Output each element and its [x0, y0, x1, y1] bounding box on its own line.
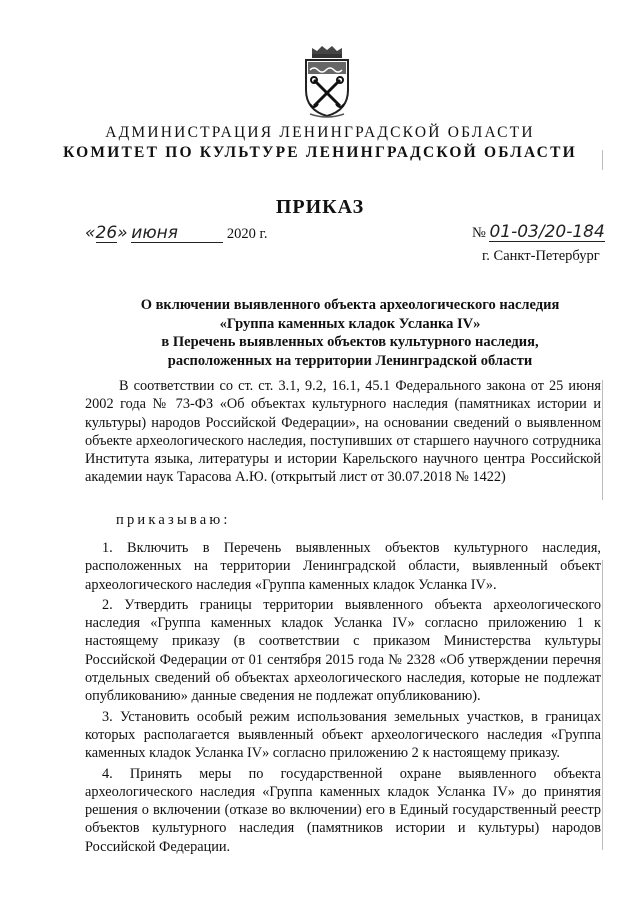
date-day: 26: [95, 223, 118, 243]
order-item-3: 3. Установить особый режим использования земельных участков, в границах которых располагается выявленный объект археологического наследия «Группа каменных кладок Усланка IV» согласно приложению 2 к настоящему приказу.: [85, 708, 601, 762]
scan-artifact: [602, 150, 603, 170]
document-city: г. Санкт-Петербург: [482, 248, 600, 264]
date-quote-close: »: [117, 223, 128, 243]
order-items: [85, 539, 601, 858]
document-number: [472, 223, 605, 242]
document-date: [85, 223, 267, 243]
title-line: «Группа каменных кладок Усланка IV»: [219, 315, 481, 332]
document-title: [110, 296, 590, 370]
date-year: 2020 г.: [226, 226, 268, 242]
title-line: О включении выявленного объекта археологического наследия: [140, 297, 560, 313]
preamble-paragraph: В соответствии со ст. ст. 3.1, 9.2, 16.1, 45.1 Федерального закона от 25 июня 2002 года № 73-ФЗ «Об объектах культурного наследия (памятниках истории и культуры) народов Российской Федерации», на основании сведений о выявленном объекте археологического наследия, поступивших от старшего научного сотрудника Института языка, литературы и истории Карельского научного центра Российской академии наук Тарасова А.Ю. (открытый лист от 30.07.2018 № 1422): [85, 378, 601, 486]
committee-title: КОМИТЕТ ПО КУЛЬТУРЕ ЛЕНИНГРАДСКОЙ ОБЛАСТИ: [63, 144, 577, 161]
order-item-1: 1. Включить в Перечень выявленных объектов культурного наследия, расположенных на территории Ленинградской области, выявленный объект археологического наследия «Группа каменных кладок Усланка IV».: [85, 540, 601, 593]
administration-title: АДМИНИСТРАЦИЯ ЛЕНИНГРАДСКОЙ ОБЛАСТИ: [105, 124, 535, 141]
order-word: приказываю:: [116, 512, 231, 528]
date-quote-open: «: [85, 223, 96, 243]
coat-of-arms-icon: [300, 44, 354, 120]
number-value: 01-03/20-184: [489, 222, 605, 242]
date-month: июня: [131, 224, 223, 243]
number-prefix: №: [472, 225, 486, 241]
scan-artifact: [602, 560, 603, 850]
order-item-4: 4. Принять меры по государственной охране выявленного объекта археологического наследия «Группа каменных кладок Усланка IV» до принятия решения о включении (отказе во включении) его в Единый государственный реестр объектов культурного наследия (памятников истории и культуры) народов Российской Федерации.: [85, 765, 601, 855]
title-line: в Перечень выявленных объектов культурного наследия,: [161, 334, 539, 350]
order-item-2: 2. Утвердить границы территории выявленного объекта археологического наследия «Группа каменных кладок Усланка IV» согласно приложению 1 к настоящему приказу (в соответствии с приказом Министерства культуры Российской Федерации от 01 сентября 2015 года № 2328 «Об утверждении перечня отдельных сведений об объектах археологического наследия, которые не подлежат опубликованию» данные сведения не подлежат опубликованию).: [85, 596, 601, 705]
scan-artifact: [602, 380, 603, 500]
title-line: расположенных на территории Ленинградской области: [167, 352, 533, 369]
document-type-title: ПРИКАЗ: [275, 196, 365, 218]
